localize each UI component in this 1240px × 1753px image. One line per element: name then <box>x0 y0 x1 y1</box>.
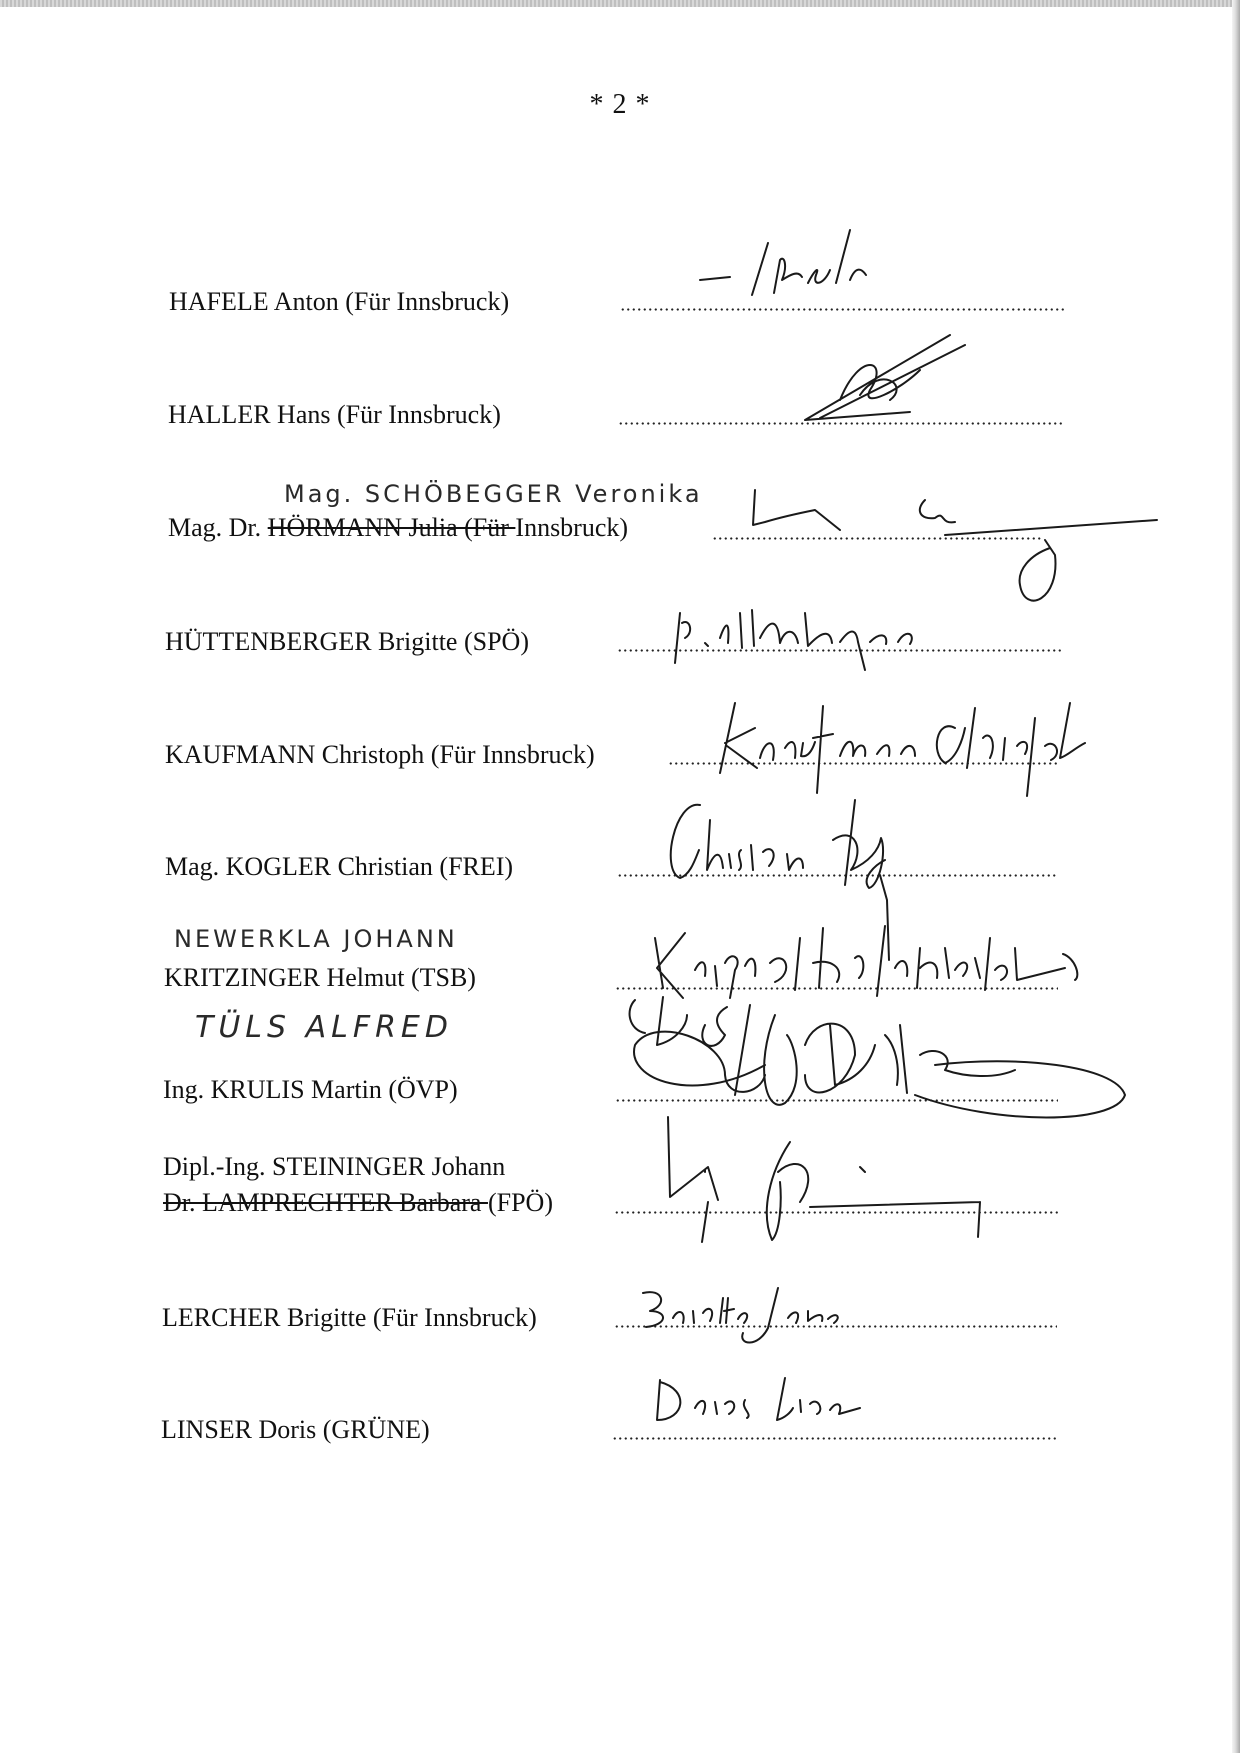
name-suffix: Innsbruck) <box>515 513 629 542</box>
signature-haller <box>800 330 970 430</box>
name-prefix: Mag. Dr. <box>168 513 268 542</box>
signatory-name-linser: LINSER Doris (GRÜNE) <box>161 1415 430 1444</box>
scan-edge-top <box>0 0 1240 7</box>
scan-edge-right <box>1232 0 1240 1753</box>
struck-name: Dr. LAMPRECHTER Barbara <box>163 1188 488 1217</box>
signatory-name-huettenberger: HÜTTENBERGER Brigitte (SPÖ) <box>165 627 529 656</box>
signatory-name-hoermann <box>168 513 628 543</box>
handwritten-replacement-name: Mag. SCHÖBEGGER Veronika <box>284 480 703 508</box>
signatory-name-haller: HALLER Hans (Für Innsbruck) <box>168 400 501 429</box>
signatory-name-kaufmann: KAUFMANN Christoph (Für Innsbruck) <box>165 740 595 769</box>
handwritten-replacement-name: TÜLS ALFRED <box>195 1010 453 1045</box>
signature-huettenberger <box>660 598 1020 673</box>
handwritten-replacement-name: NEWERKLA JOHANN <box>174 925 458 953</box>
signatory-name-steininger: Dipl.-Ing. STEININGER Johann <box>163 1152 506 1181</box>
signatory-name-hafele: HAFELE Anton (Für Innsbruck) <box>169 287 510 316</box>
signature-lercher <box>628 1283 888 1353</box>
signatory-name-lamprechter <box>163 1188 553 1218</box>
page-number: * 2 * <box>589 89 651 120</box>
signatory-name-kogler: Mag. KOGLER Christian (FREI) <box>165 852 514 881</box>
signature-hafele <box>690 225 870 320</box>
signature-steininger <box>660 1112 1000 1247</box>
name-suffix: (FPÖ) <box>487 1188 553 1217</box>
signatory-name-kritzinger: KRITZINGER Helmut (TSB) <box>164 963 476 992</box>
signature-kaufmann <box>705 698 1090 798</box>
struck-name: HÖRMANN Julia (Für <box>267 513 516 542</box>
signatory-name-lercher: LERCHER Brigitte (Für Innsbruck) <box>162 1303 537 1332</box>
signatory-name-krulis: Ing. KRULIS Martin (ÖVP) <box>163 1075 458 1104</box>
signature-linser <box>645 1370 905 1440</box>
